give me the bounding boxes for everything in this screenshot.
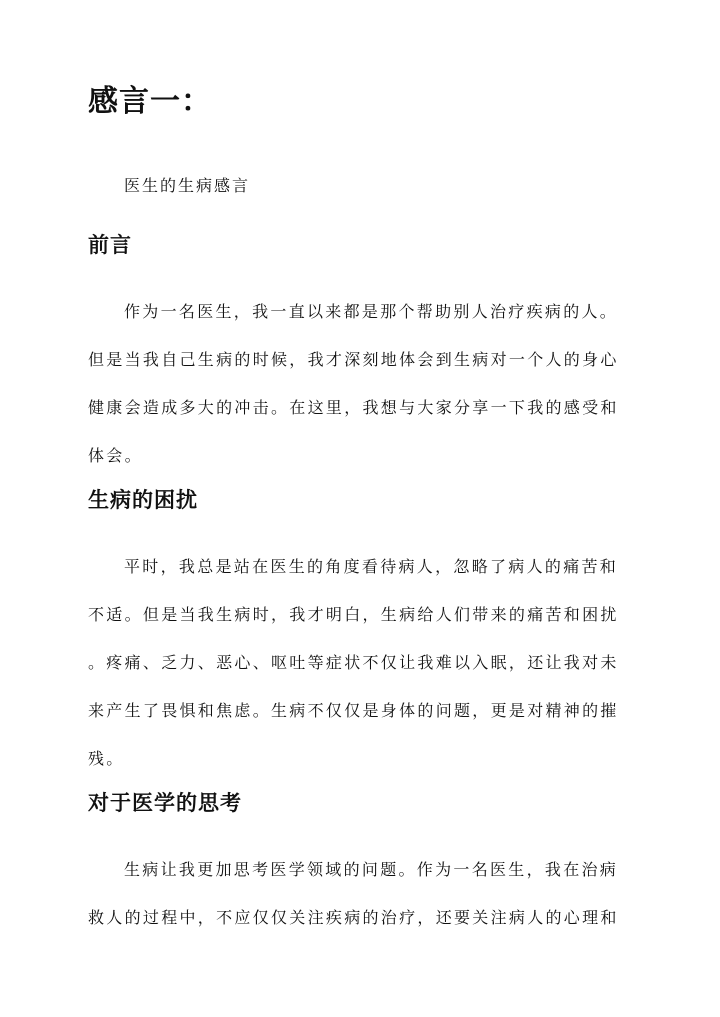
section-paragraph-illness-troubles [88, 543, 636, 783]
paragraph-line: 体会。 [88, 446, 143, 465]
paragraph-line: 生病让我更加思考医学领域的问题。作为一名医生，我在治病 [124, 860, 619, 879]
paragraph-line: 来产生了畏惧和焦虑。生病不仅仅是身体的问题，更是对精神的摧 [88, 701, 619, 720]
paragraph-line: 作为一名医生，我一直以来都是那个帮助别人治疗疾病的人。 [124, 302, 619, 321]
section-heading-illness-troubles: 生病的困扰 [88, 487, 198, 512]
paragraph-line: 但是当我自己生病的时候，我才深刻地体会到生病对一个人的身心 [88, 350, 619, 369]
document-subtitle: 医生的生病感言 [124, 176, 251, 195]
section-heading-preface: 前言 [88, 232, 132, 257]
document-title: 感言一： [88, 84, 212, 119]
section-heading-medical-reflection: 对于医学的思考 [88, 790, 242, 815]
paragraph-line: 不适。但是当我生病时，我才明白，生病给人们带来的痛苦和困扰 [88, 605, 619, 624]
section-paragraph-medical-reflection [88, 846, 636, 942]
paragraph-line: 。疼痛、乏力、恶心、呕吐等症状不仅让我难以入眠，还让我对未 [88, 653, 619, 672]
paragraph-line: 平时，我总是站在医生的角度看待病人，忽略了病人的痛苦和 [124, 557, 619, 576]
paragraph-line: 救人的过程中，不应仅仅关注疾病的治疗，还要关注病人的心理和 [88, 908, 619, 927]
paragraph-line: 残。 [88, 749, 125, 768]
paragraph-line: 健康会造成多大的冲击。在这里，我想与大家分享一下我的感受和 [88, 398, 619, 417]
section-paragraph-preface [88, 288, 636, 480]
